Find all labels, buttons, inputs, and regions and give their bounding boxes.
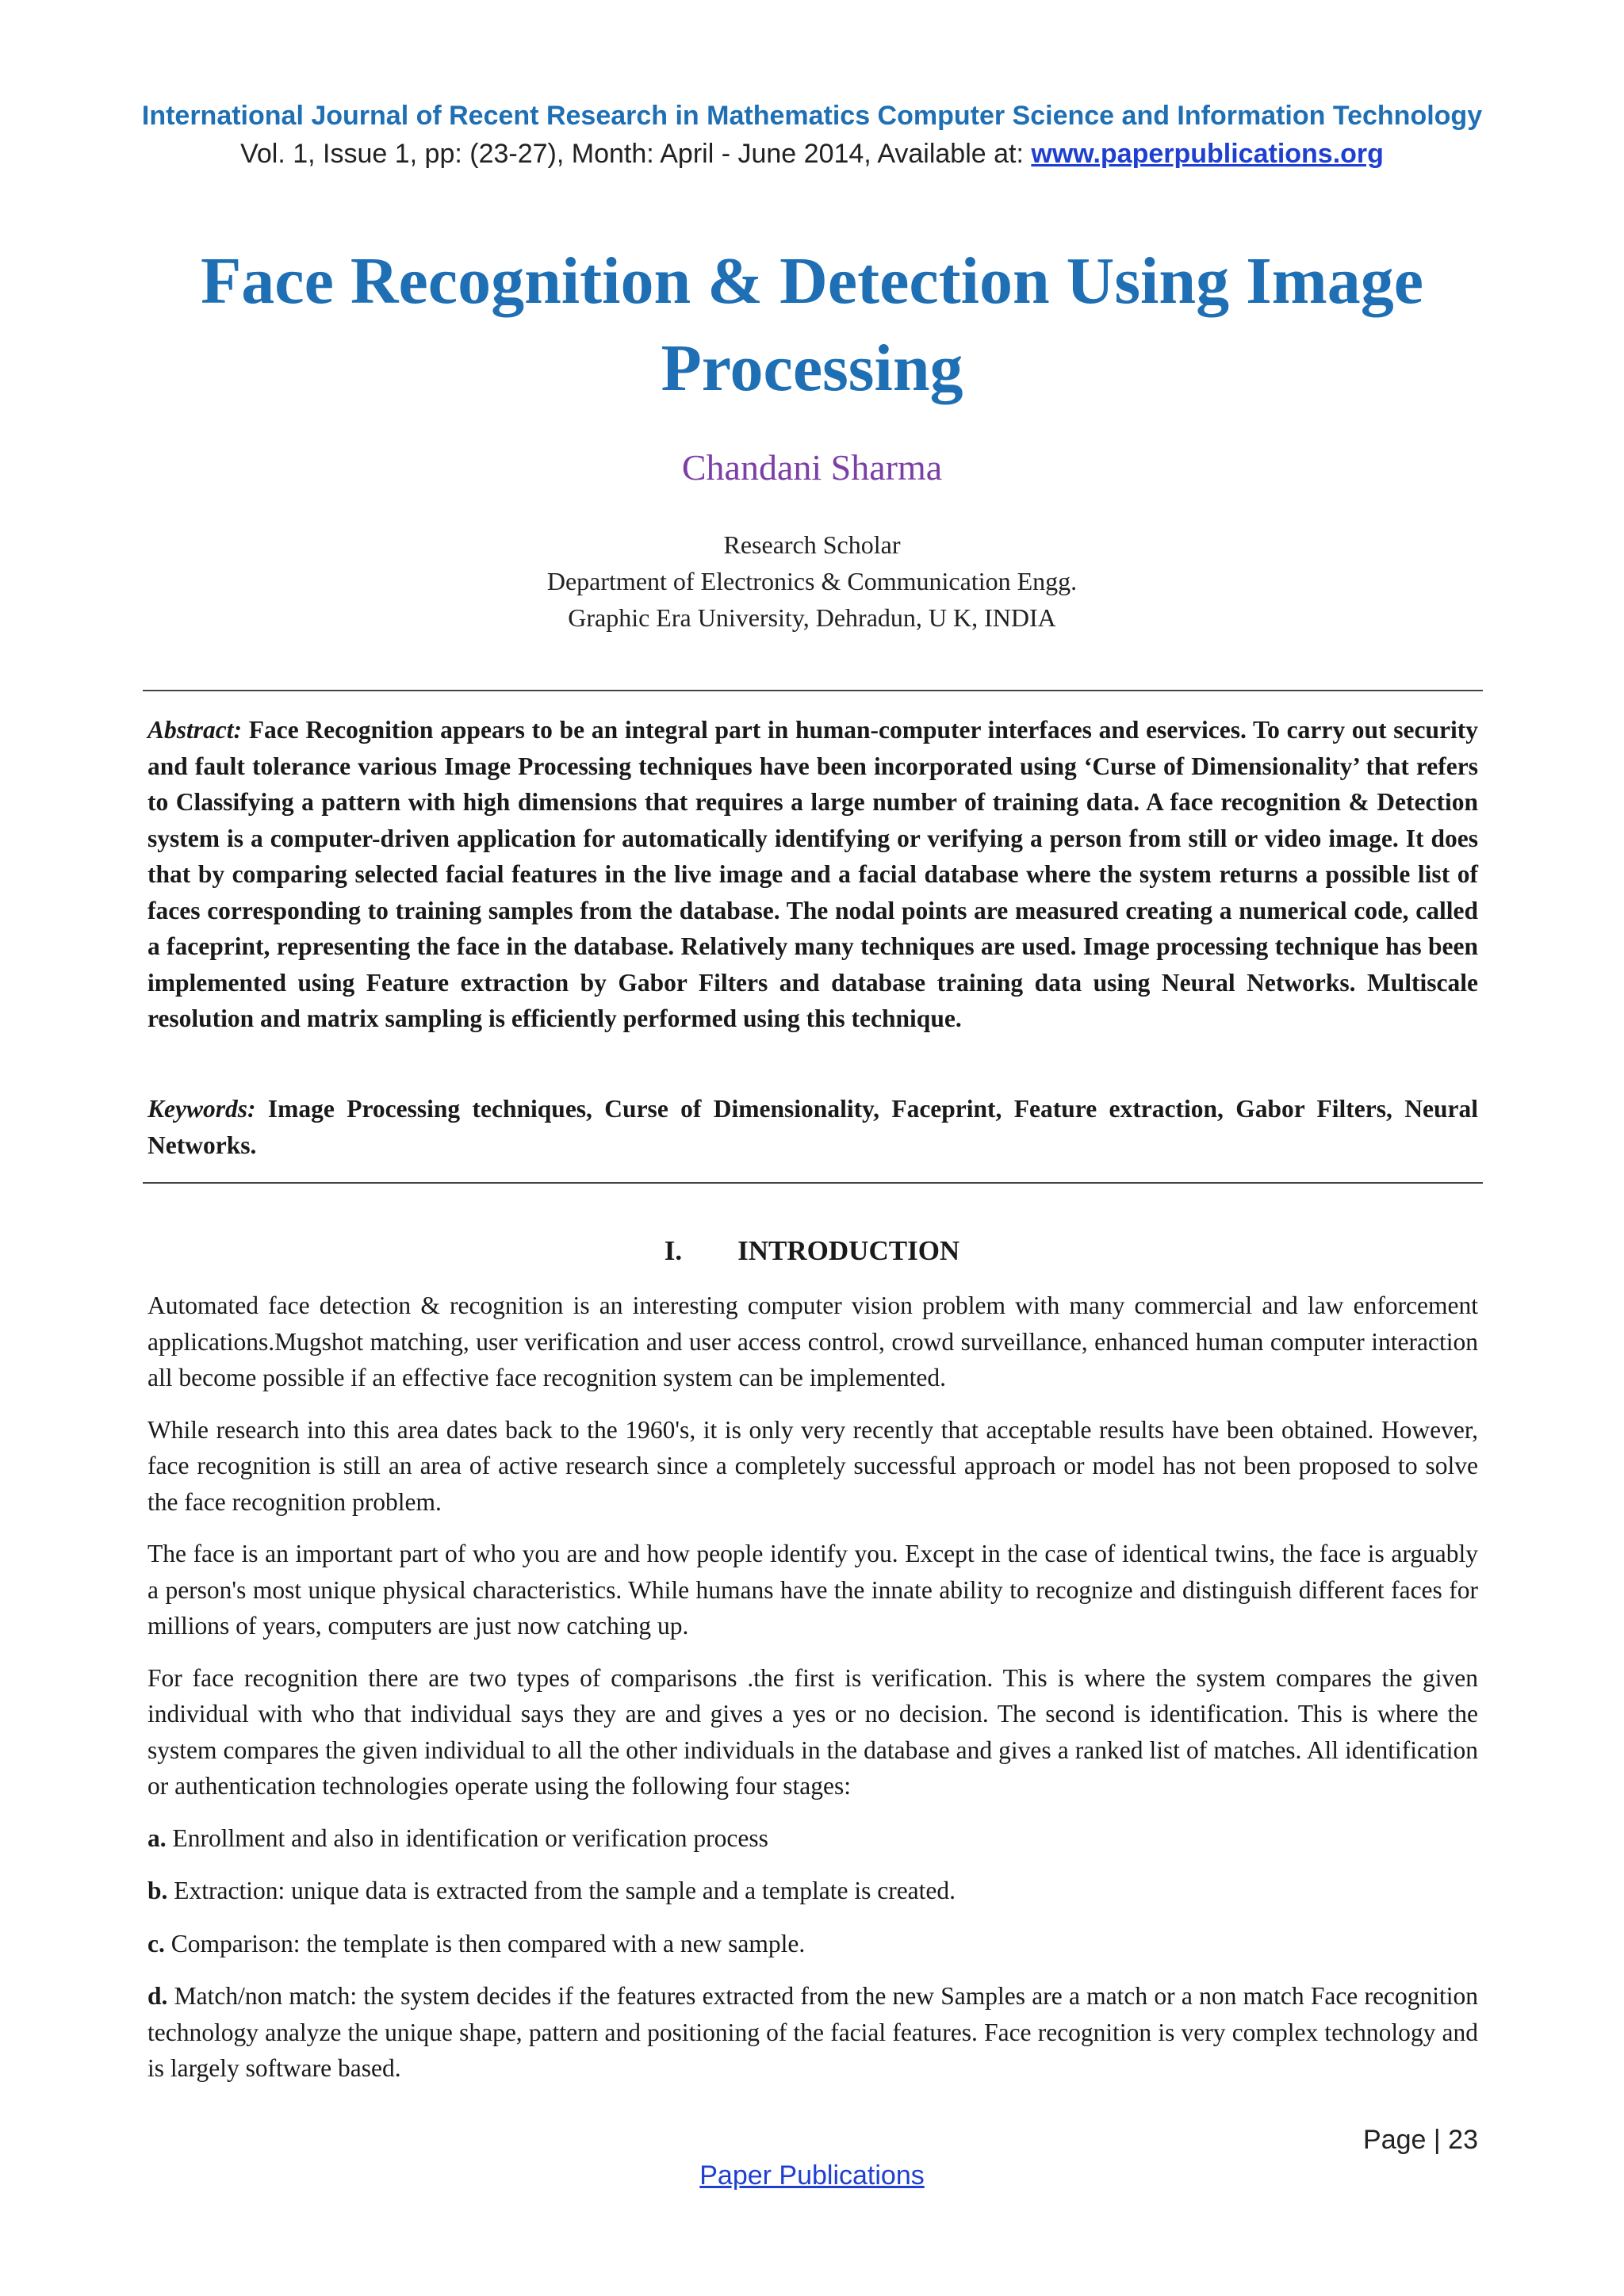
paper-title: [119, 238, 1505, 412]
author-affiliation: [0, 526, 1624, 636]
abstract: [147, 712, 1478, 1037]
journal-issue-text: Vol. 1, Issue 1, pp: (23-27), Month: April - June 2014, Available at:: [240, 139, 1032, 169]
section-heading: [0, 1231, 1624, 1271]
paper-title-line-1: Face Recognition & Detection Using Image: [200, 244, 1424, 318]
affiliation-department: Department of Electronics & Communication Engg.: [546, 567, 1078, 595]
section-number: I.: [664, 1235, 683, 1266]
stage-item: [147, 1820, 1478, 1857]
stage-text: Match/non match: the system decides if the features extracted from the new Samples are a match or a non match Face recognition technology analyze the unique shape, pattern and positioning of the facial features. Face recognition is very complex technology and is largely software based.: [147, 1982, 1478, 2082]
stage-text: Enrollment and also in identification or verification process: [166, 1823, 768, 1852]
section-title: INTRODUCTION: [737, 1235, 960, 1266]
stage-marker: b.: [147, 1877, 168, 1904]
stage-item: [147, 1978, 1478, 2087]
paragraph: The face is an important part of who you are and how people identify you. Except in the case of identical twins, the face is arguably a person's most unique physical characteristics. While humans have the innate ability to recognize and distinguish different faces for millions of years, computers are just now catching up.: [147, 1540, 1478, 1640]
bottom-divider: [143, 1182, 1483, 1184]
stage-item: [147, 1926, 1478, 1962]
abstract-text: Face Recognition appears to be an integral part in human-computer interfaces and eservices. To carry out security and fault tolerance various Image Processing techniques have been incorporated using ‘Curse of Dimensionality’ that refers to Classifying a pattern with high dimensions that requires a large number of training data. A face recognition & Detection system is a computer-driven application for automatically identifying or verifying a person from still or video image. It does that by comparing selected facial features in the live image and a facial database where the system returns a possible list of faces corresponding to training samples from the database. The nodal points are measured creating a numerical code, called a faceprint, representing the face in the database. Relatively many techniques are used. Image processing technique has been implemented using Feature extraction by Gabor Filters and database training data using Neural Networks. Multiscale resolution and matrix sampling is efficiently performed using this technique.: [147, 716, 1479, 1032]
stage-marker: c.: [147, 1929, 165, 1957]
keywords-label: Keywords:: [147, 1095, 256, 1123]
stage-text: Comparison: the template is then compared with a new sample.: [164, 1929, 806, 1957]
page-number: Page | 23: [1363, 2125, 1478, 2155]
paragraph: Automated face detection & recognition is an interesting computer vision problem with many commercial and law enforcement applications.Mugshot matching, user verification and user access control, crowd surveillance, enhanced human computer interaction all become possible if an effective face recognition system can be implemented.: [147, 1292, 1478, 1391]
stage-item: [147, 1873, 1478, 1909]
affiliation-role: Research Scholar: [723, 530, 901, 559]
stage-text: Extraction: unique data is extracted from the sample and a template is created.: [167, 1877, 956, 1904]
journal-header: [0, 97, 1624, 173]
paper-title-line-2: Processing: [661, 331, 963, 405]
affiliation-university: Graphic Era University, Dehradun, U K, INDIA: [568, 603, 1056, 632]
abstract-label: Abstract:: [147, 716, 243, 744]
publisher-link[interactable]: Paper Publications: [699, 2160, 925, 2191]
section-body: [147, 1288, 1478, 2103]
author-name: Chandani Sharma: [681, 447, 943, 488]
keywords-text: Image Processing techniques, Curse of Dimensionality, Faceprint, Feature extraction, Gabor Filters, Neural Networks.: [147, 1095, 1479, 1159]
keywords: [147, 1091, 1478, 1163]
journal-name: International Journal of Recent Research in Mathematics Computer Science and Information Technology: [141, 101, 1483, 131]
stage-marker: a.: [147, 1823, 167, 1852]
journal-issue-line: [0, 135, 1624, 173]
paragraph: While research into this area dates back to the 1960's, it is only very recently that acceptable results have been obtained. However, face recognition is still an area of active research since a completely successful approach or model has not been proposed to solve the face recognition problem.: [147, 1415, 1478, 1516]
paragraph: For face recognition there are two types of comparisons .the first is verification. This is where the system compares the given individual with who that individual says they are and gives a yes or no decision. The second is identification. This is where the system compares the given individual to all the other individuals in the database and gives a ranked list of matches. All identification or authentication technologies operate using the following four stages:: [147, 1663, 1478, 1800]
footer-publisher: [0, 2160, 1624, 2191]
journal-website-link[interactable]: www.paperpublications.org: [1031, 139, 1384, 169]
stage-marker: d.: [147, 1982, 168, 2010]
top-divider: [143, 690, 1483, 691]
